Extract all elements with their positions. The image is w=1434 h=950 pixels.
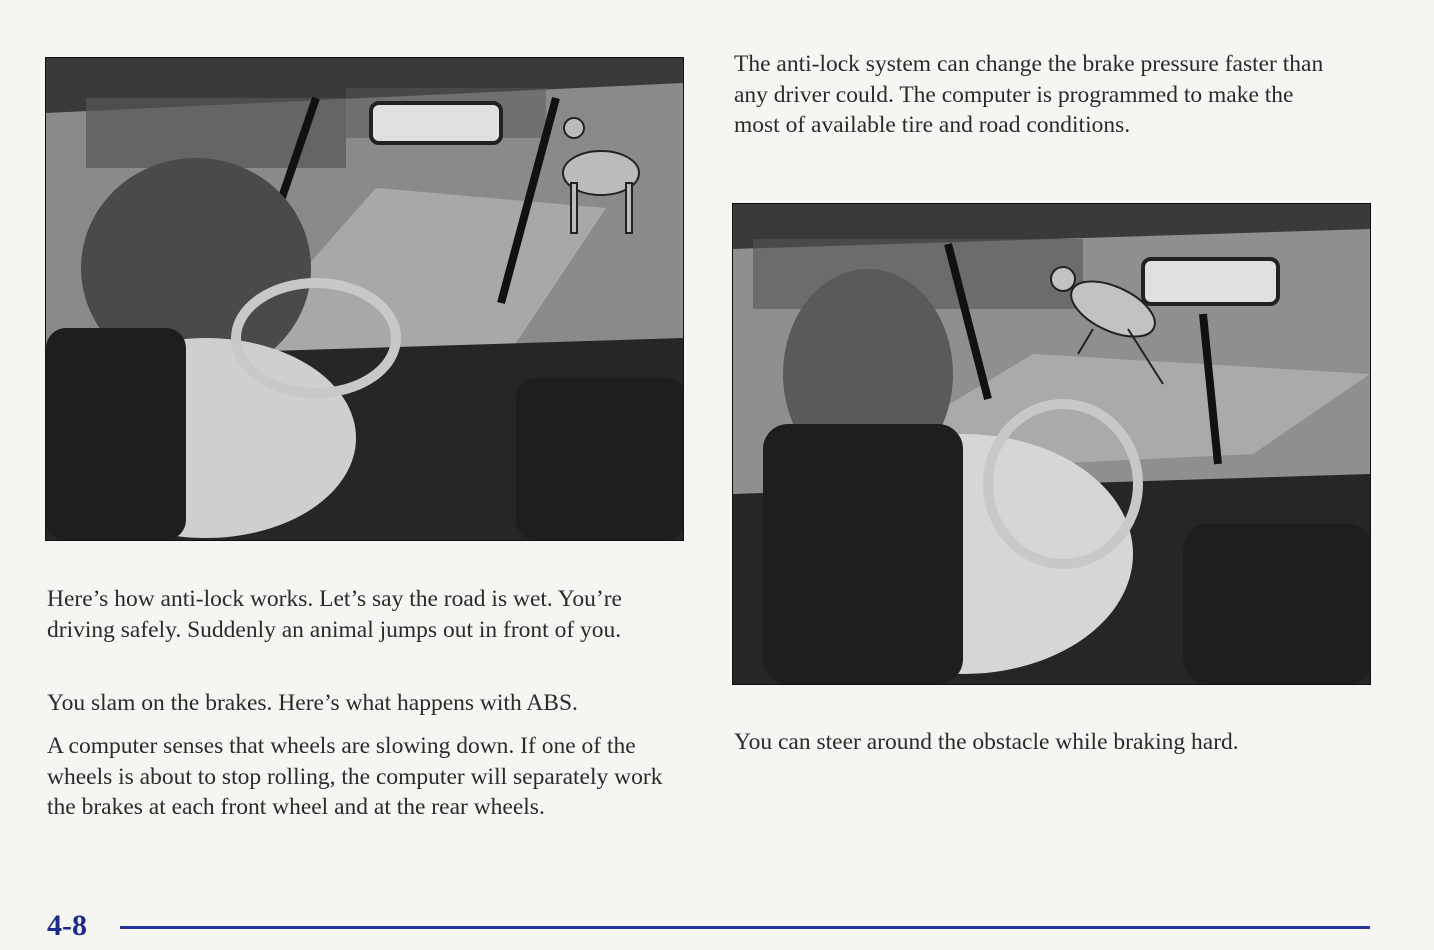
page-number: 4-8	[47, 909, 87, 942]
paragraph-how-antilock-works: Here’s how anti-lock works. Let’s say the road is wet. You’re driving safely. Suddenly an animal jumps out in front of you.	[47, 586, 622, 643]
paragraph-slam-brakes: You slam on the brakes. Here’s what happens with ABS.	[47, 690, 578, 716]
illustration-driver-deer-ahead	[45, 57, 684, 541]
paragraph-antilock-pressure: The anti-lock system can change the brake pressure faster than any driver could. The computer is programmed to make the most of available tire and road conditions.	[734, 51, 1324, 138]
footer-rule	[120, 926, 1370, 929]
illustration-driver-steering-around-deer	[732, 203, 1371, 685]
paragraph-computer-senses: A computer senses that wheels are slowing down. If one of the wheels is about to stop rolling, the computer will separately work the brakes at each front wheel and at the rear wheels.	[47, 733, 663, 820]
caption-steer-around-obstacle: You can steer around the obstacle while braking hard.	[734, 729, 1239, 755]
